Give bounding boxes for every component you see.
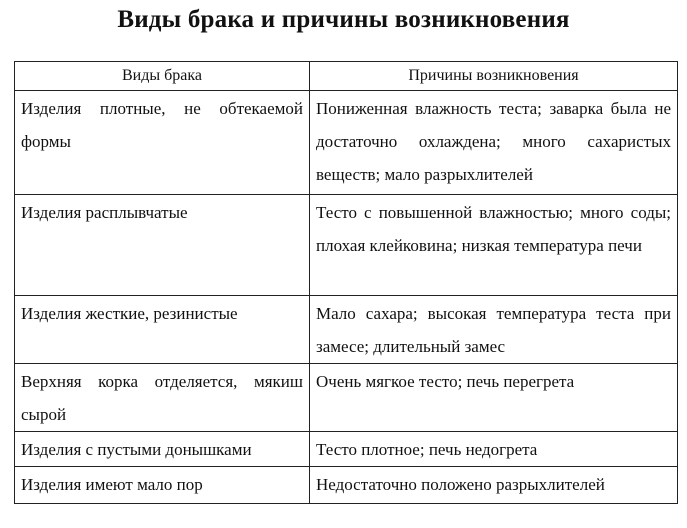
cause-cell <box>310 296 678 364</box>
table-row <box>15 296 678 364</box>
defect-text: Верхняя корка отделяется, мякиш сырой <box>21 372 303 424</box>
table-row <box>15 467 678 504</box>
table-row <box>15 195 678 296</box>
cause-text: Недостаточно положено разрыхлителей <box>316 475 605 494</box>
cause-text: Очень мягкое тесто; печь перегрета <box>316 372 575 391</box>
defect-cell <box>15 195 310 296</box>
cause-text: Пониженная влажность теста; заварка была не достаточно охлаждена; много сахаристых веществ; мало разрыхлителей <box>316 99 671 184</box>
column-header-causes: Причины возникновения <box>310 62 678 91</box>
cause-text: Тесто с повышенной влажностью; много соды; плохая клейковина; низкая температура печи <box>316 203 671 255</box>
defect-cell <box>15 364 310 432</box>
defect-cell <box>15 432 310 467</box>
table-row <box>15 91 678 195</box>
defect-text: Изделия плотные, не обтекаемой формы <box>21 99 303 151</box>
defect-text: Изделия с пустыми донышками <box>21 440 252 459</box>
defect-cell <box>15 467 310 504</box>
defect-text: Изделия имеют мало пор <box>21 475 203 494</box>
cause-cell <box>310 432 678 467</box>
table-row <box>15 432 678 467</box>
table-row <box>15 364 678 432</box>
cause-text: Мало сахара; высокая температура теста при замесе; длительный замес <box>316 304 671 356</box>
cause-text: Тесто плотное; печь недогрета <box>316 440 538 459</box>
cause-cell <box>310 195 678 296</box>
table-header-row <box>15 62 678 91</box>
defect-text: Изделия жесткие, резинистые <box>21 304 238 323</box>
column-header-defect-types: Виды брака <box>15 62 310 91</box>
defect-text: Изделия расплывчатые <box>21 203 188 222</box>
defects-table <box>14 61 678 504</box>
page-title: Виды брака и причины возникновения <box>117 6 570 33</box>
defect-cell <box>15 296 310 364</box>
defect-cell <box>15 91 310 195</box>
cause-cell <box>310 91 678 195</box>
cause-cell <box>310 467 678 504</box>
cause-cell <box>310 364 678 432</box>
